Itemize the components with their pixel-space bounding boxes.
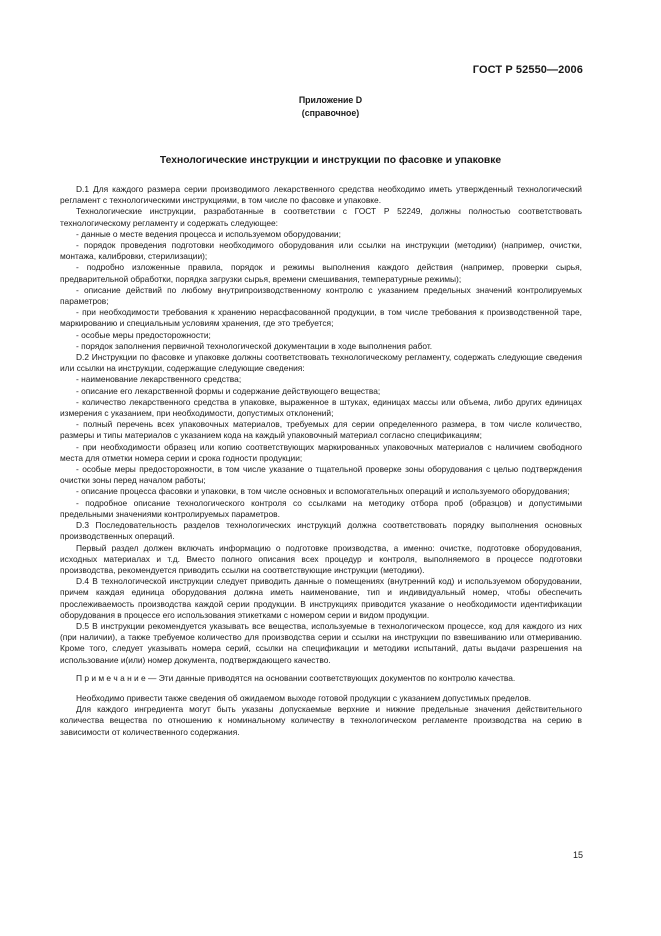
appendix-title: Приложение D xyxy=(298,95,363,105)
list-item: - наименование лекарственного средства; xyxy=(76,374,242,385)
paragraph: D.5 В инструкции рекомендуется указывать все вещества, используемые в технологическом процессе, код для каждого из них (при наличии), а также требуемое количество для производства серии и ссылки на инструкции по взвешиванию или отмериванию. Кроме того, следует указывать номера серий, ссылки на спецификации и методики испытаний, даты выдачи разрешения на использование и(или) номер документа, подтверждающего качество. xyxy=(60,620,582,665)
section-title: Технологические инструкции и инструкции по фасовке и упаковке xyxy=(159,155,502,166)
paragraph: D.2 Инструкции по фасовке и упаковке должны соответствовать технологическому регламенту, содержать следующие сведения или ссылки на инструкции, содержащие следующие сведения: xyxy=(60,352,582,374)
list-item: - количество лекарственного средства в упаковке, выраженное в штуках, единицах массы или объема, либо других единицах измерения с указанием, при необходимости, допустимых отклонений; xyxy=(60,396,582,419)
document-body xyxy=(60,184,582,738)
appendix-subtitle: (справочное) xyxy=(301,108,360,118)
list-item: - при необходимости образец или копию соответствующих маркированных упаковочных материалов с наличием свободного места для отметки номера серии и срока годности продукции; xyxy=(60,441,582,463)
paragraph: D.1 Для каждого размера серии производимого лекарственного средства необходимо иметь утвержденный технологический регламент с технологическими инструкциями, в том числе по фасовке и упаковке. xyxy=(60,184,582,206)
list-item: - подробное описание технологического контроля со ссылками на методику отбора проб (образцов) и допустимыми предельными значениями контролируемых параметров. xyxy=(60,497,582,519)
appendix-heading xyxy=(0,94,661,120)
list-item: - порядок проведения подготовки необходимого оборудования или ссылки на инструкции (методики) (например, очистки, монтажа, калибровки, стерилизации); xyxy=(60,240,582,262)
list-item: - описание его лекарственной формы и содержание действующего вещества; xyxy=(76,385,381,396)
list-item: - особые меры предосторожности, в том числе указание о тщательной проверке зоны оборудования с целью подтверждения очистки зоны перед началом работы; xyxy=(60,464,582,486)
list-item: - описание процесса фасовки и упаковки, в том числе основных и вспомогательных операций и используемого оборудования; xyxy=(76,486,570,497)
paragraph: Необходимо привести также сведения об ожидаемом выходе готовой продукции с указанием допустимых пределов. xyxy=(76,692,532,703)
paragraph: Для каждого ингредиента могут быть указаны допускаемые верхние и нижние предельные значения действительного количества вещества по отношению к номинальному количеству в технологическом регламенте производства на серию в зависимости от количественного содержания. xyxy=(60,704,582,737)
list-item: - полный перечень всех упаковочных материалов, требуемых для серии определенного размера, в том числе количество, размеры и типы материалов с указанием кода на каждый упаковочный материал согласно спецификациям; xyxy=(60,419,582,441)
paragraph: D.3 Последовательность разделов технологических инструкций должна соответствовать порядку выполнения основных производственных операций. xyxy=(60,520,582,542)
list-item: - данные о месте ведения процесса и используемом оборудовании; xyxy=(76,228,341,239)
paragraph: Первый раздел должен включать информацию о подготовке производства, а именно: очистке, подготовке оборудования, исходных материалах и т.д. Вместо полного описания всех процедур и контроля, выполняемого в процессе подготовки производства, рекомендуется приводить ссылки на соответствующие инструкции (методики). xyxy=(60,542,582,575)
list-item: - при необходимости требования к хранению нерасфасованной продукции, в том числе требования к производственной таре, маркированию и специальным условиям хранения, где это требуется; xyxy=(60,307,582,329)
document-id: ГОСТ Р 52550—2006 xyxy=(472,64,583,76)
list-item: - описание действий по любому внутрипроизводственному контролю с указанием предельных значений контролируемых параметров; xyxy=(60,284,582,307)
paragraph: Технологические инструкции, разработанные в соответствии с ГОСТ Р 52249, должны полностью соответствовать технологическому регламенту и содержать следующее: xyxy=(60,206,582,228)
list-item: - подробно изложенные правила, порядок и режимы выполнения каждого действия (например, проверки сырья, предварительной обработки, порядка загрузки сырья, времени смешивания, температурные режимы); xyxy=(60,262,582,284)
list-item: - особые меры предосторожности; xyxy=(76,329,211,340)
page-number: 15 xyxy=(572,850,583,860)
note: П р и м е ч а н и е — Эти данные приводятся на основании соответствующих документов по контролю качества. xyxy=(76,672,516,683)
paragraph: D.4 В технологической инструкции следует приводить данные о помещениях (внутренний код) и используемом оборудовании, причем каждая единица оборудования должна иметь наименование, тип и индивидуальный номер, чтобы обеспечить прослеживаемость производства каждой серии продукции. В инструкциях приводится указание о необходимости идентификации оборудования в процессе его использования этикетками с номером серии и видом продукции. xyxy=(60,576,582,620)
list-item: - порядок заполнения первичной технологической документации в ходе выполнения работ. xyxy=(76,340,433,351)
